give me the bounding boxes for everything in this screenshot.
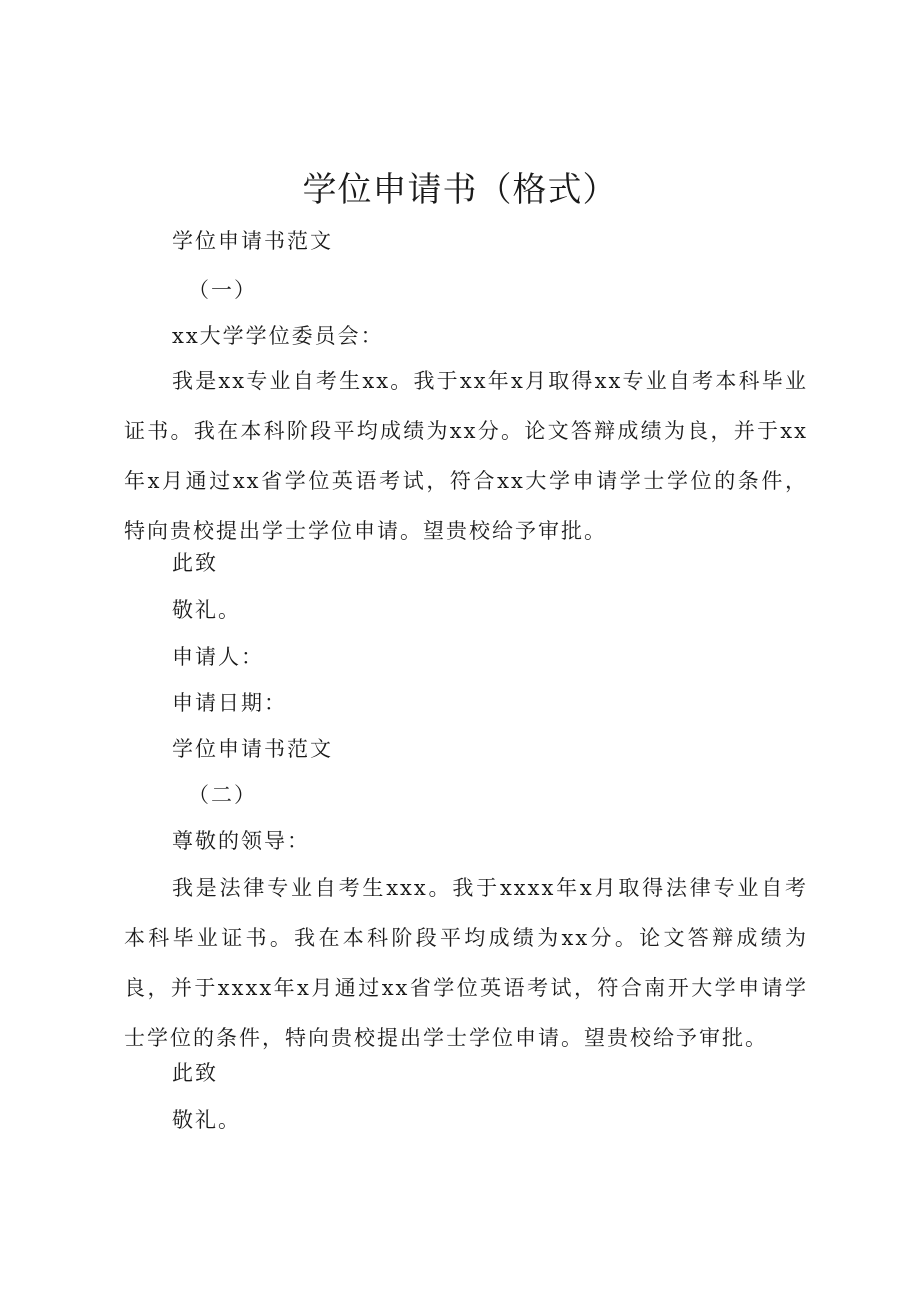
section2-body: 我是法律专业自考生xxx。我于xxxx年x月取得法律专业自考本科毕业证书。我在本科阶段平均成绩为xx分。论文答辩成绩为良，并于xxxx年x月通过xx省学位英语考试，符合南开大学申请学士学位的条件，特向贵校提出学士学位申请。望贵校给予审批。	[124, 876, 808, 1050]
section1-number: （一）	[188, 278, 257, 302]
section1-body: 我是xx专业自考生xx。我于xx年x月取得xx专业自考本科毕业证书。我在本科阶段平均成绩为xx分。论文答辩成绩为良，并于xx年x月通过xx省学位英语考试，符合xx大学申请学士学位的条件，特向贵校提出学士学位申请。望贵校给予审批。	[124, 369, 808, 543]
section1-closing-2: 敬礼。	[172, 598, 241, 622]
document-title: 学位申请书（格式）	[302, 170, 618, 210]
section2-closing-1: 此致	[172, 1061, 218, 1085]
section1-applicant: 申请人：	[172, 645, 264, 669]
section1-closing-1: 此致	[172, 551, 218, 575]
section2-heading: 学位申请书范文	[172, 737, 333, 761]
section2-closing-2: 敬礼。	[172, 1108, 241, 1132]
section1-date: 申请日期：	[172, 691, 287, 715]
section2-salutation: 尊敬的领导：	[172, 829, 310, 853]
section2-number: （二）	[188, 783, 257, 807]
section1-salutation: xx大学学位委员会：	[172, 324, 384, 348]
section1-heading: 学位申请书范文	[172, 229, 333, 253]
